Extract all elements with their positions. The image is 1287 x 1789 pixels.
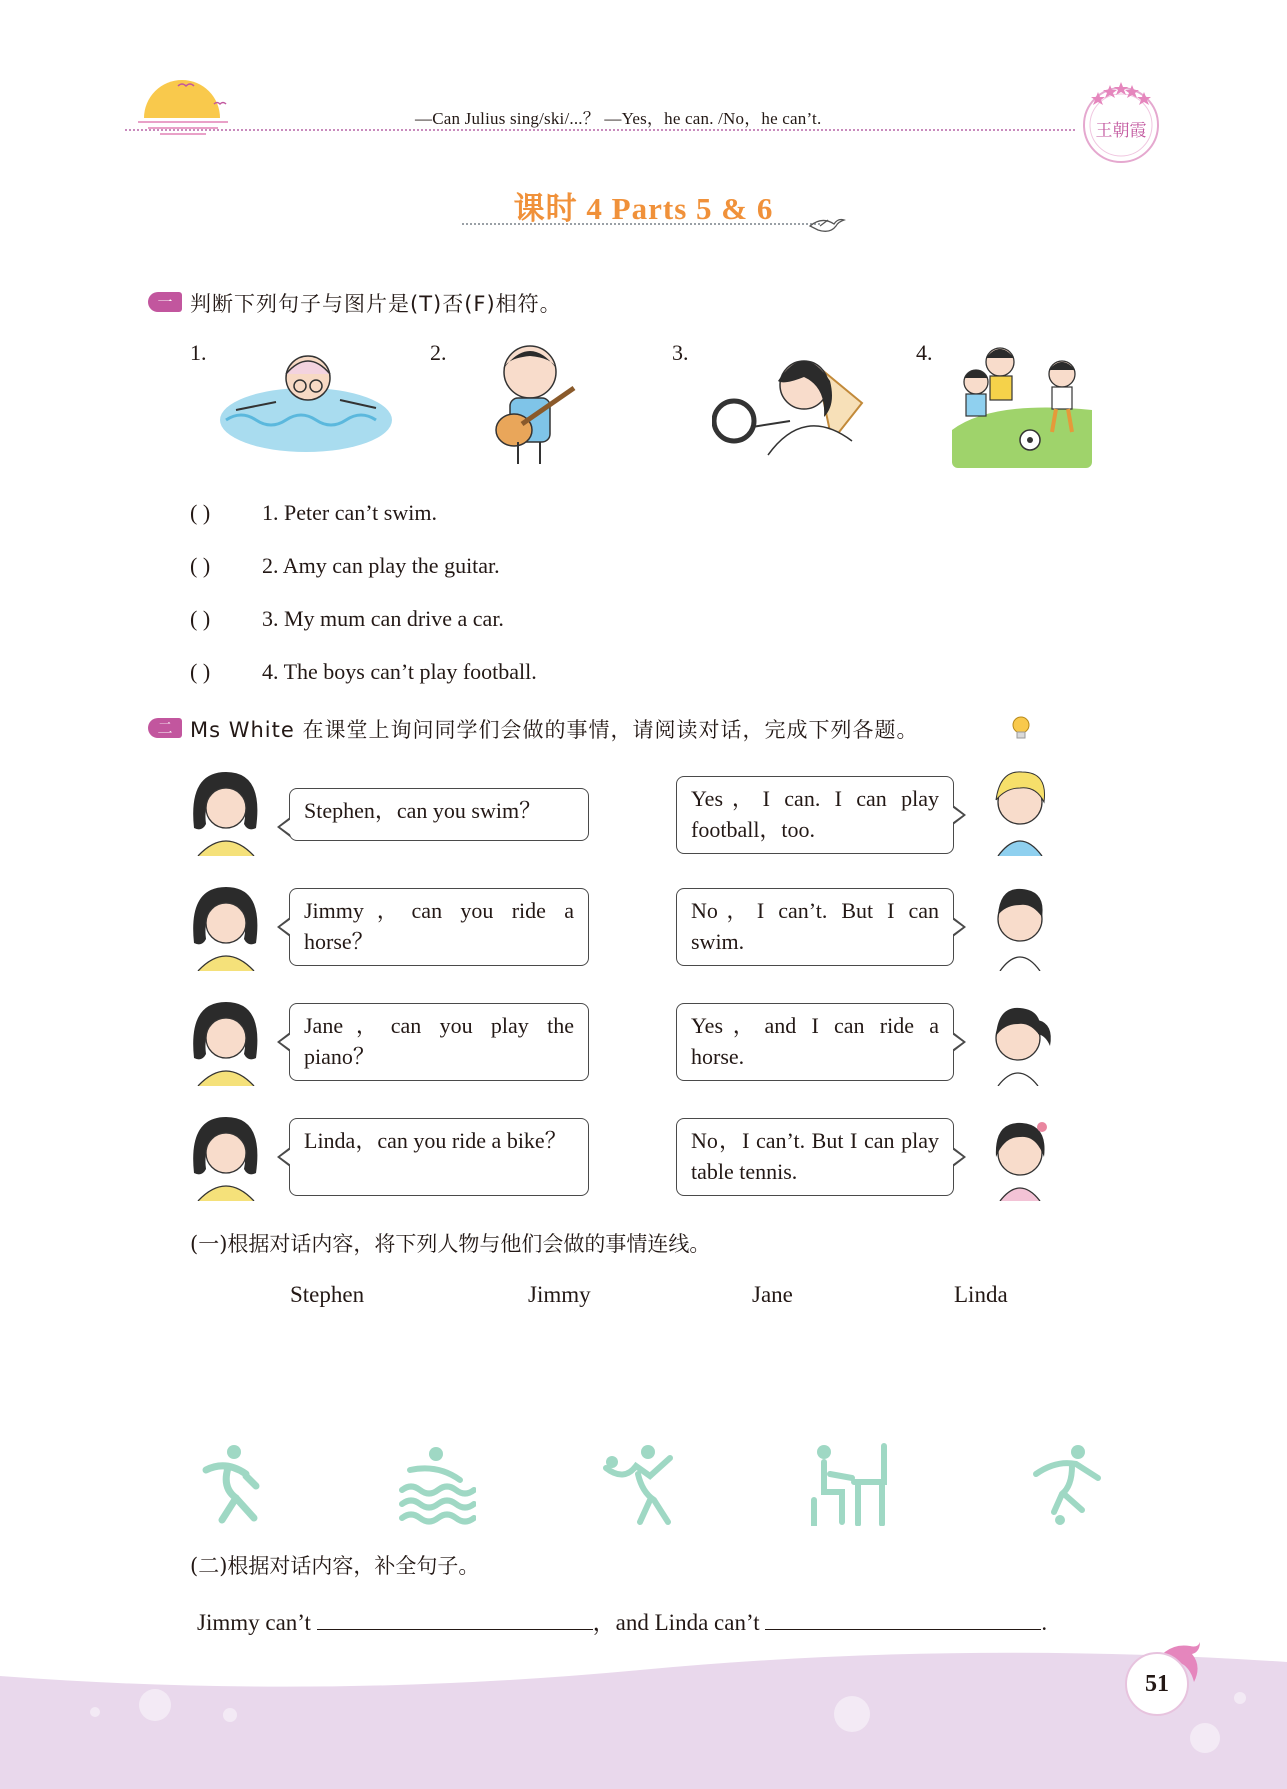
sentence-start: Jimmy can’t <box>197 1610 311 1635</box>
item-text: 1. Peter can’t swim. <box>262 500 437 525</box>
name-stephen[interactable]: Stephen <box>290 1282 365 1307</box>
football-icon[interactable] <box>1030 1440 1108 1526</box>
boy-swimming-icon <box>216 350 396 460</box>
picture-number: 1. <box>190 340 207 365</box>
name-jimmy[interactable]: Jimmy <box>528 1282 591 1307</box>
name-jane[interactable]: Jane <box>752 1282 793 1307</box>
answer-blank[interactable]: ( ) <box>190 500 211 525</box>
sentence-end: . <box>1041 1610 1048 1635</box>
ms-white-avatar <box>188 1113 262 1201</box>
jimmy-avatar <box>984 883 1058 971</box>
true-false-item <box>190 659 537 685</box>
footer-wave-decoration <box>0 1640 1287 1789</box>
header-sentence-pattern: —Can Julius sing/ski/...？ —Yes，he can. /No，he can’t. <box>415 109 822 128</box>
section-badge: 一 <box>148 292 182 312</box>
answer-blank[interactable]: ( ) <box>190 553 211 578</box>
sentence-middle: ，and Linda can’t <box>592 1610 760 1635</box>
picture-number: 2. <box>430 340 447 365</box>
ms-white-avatar <box>188 998 262 1086</box>
question-bubble: Linda，can you ride a bike？ <box>289 1118 589 1196</box>
boys-football-icon <box>952 340 1092 468</box>
linda-avatar <box>984 1113 1058 1201</box>
page-number: 51 <box>1125 1652 1189 1716</box>
answer-bubble: No，I can’t. But I can swim. <box>676 888 954 966</box>
lesson-title: 课时 4 Parts 5 & 6 <box>513 191 774 226</box>
stephen-avatar <box>984 768 1058 856</box>
swimming-icon[interactable] <box>398 1440 476 1526</box>
bird-icon <box>808 212 846 236</box>
title-underline <box>462 223 820 225</box>
section-badge: 二 <box>148 718 182 738</box>
blank-one[interactable] <box>317 1603 593 1630</box>
question-bubble: Stephen，can you swim？ <box>289 788 589 841</box>
jane-avatar <box>984 998 1058 1086</box>
section-instruction: Ms White 在课堂上询问同学们会做的事情，请阅读对话，完成下列各题。 <box>190 718 919 742</box>
section-instruction: 判断下列句子与图片是(T)否(F)相符。 <box>190 292 562 316</box>
logo-text: 王朝霞 <box>1095 121 1147 140</box>
piano-icon[interactable] <box>810 1440 888 1526</box>
item-text: 4. The boys can’t play football. <box>262 659 537 684</box>
woman-driving-icon <box>712 345 864 463</box>
girl-guitar-icon <box>478 338 588 468</box>
part-one-heading: (一)根据对话内容，将下列人物与他们会做的事情连线。 <box>190 1232 711 1256</box>
true-false-item <box>190 606 504 632</box>
question-bubble: Jane，can you play the piano？ <box>289 1003 589 1081</box>
ms-white-avatar <box>188 768 262 856</box>
name-linda[interactable]: Linda <box>954 1282 1008 1307</box>
publisher-logo <box>1078 78 1164 164</box>
item-text: 2. Amy can play the guitar. <box>262 553 500 578</box>
question-bubble: Jimmy，can you ride a horse？ <box>289 888 589 966</box>
sunset-icon <box>138 78 228 136</box>
answer-blank[interactable]: ( ) <box>190 659 211 684</box>
picture-number: 4. <box>916 340 933 365</box>
horse-riding-icon[interactable] <box>198 1440 276 1526</box>
answer-bubble: Yes，I can. I can play football，too. <box>676 776 954 854</box>
true-false-item <box>190 500 437 526</box>
blank-two[interactable] <box>765 1603 1041 1630</box>
fill-in-sentence <box>197 1603 1047 1637</box>
answer-bubble: No，I can’t. But I can play table tennis. <box>676 1118 954 1196</box>
answer-bubble: Yes，and I can ride a horse. <box>676 1003 954 1081</box>
ms-white-avatar <box>188 883 262 971</box>
item-text: 3. My mum can drive a car. <box>262 606 504 631</box>
header-divider <box>125 129 1075 131</box>
part-two-heading: (二)根据对话内容，补全句子。 <box>190 1554 480 1578</box>
picture-number: 3. <box>672 340 689 365</box>
true-false-item <box>190 553 500 579</box>
lightbulb-icon <box>1010 716 1032 740</box>
table-tennis-icon[interactable] <box>602 1440 680 1526</box>
answer-blank[interactable]: ( ) <box>190 606 211 631</box>
